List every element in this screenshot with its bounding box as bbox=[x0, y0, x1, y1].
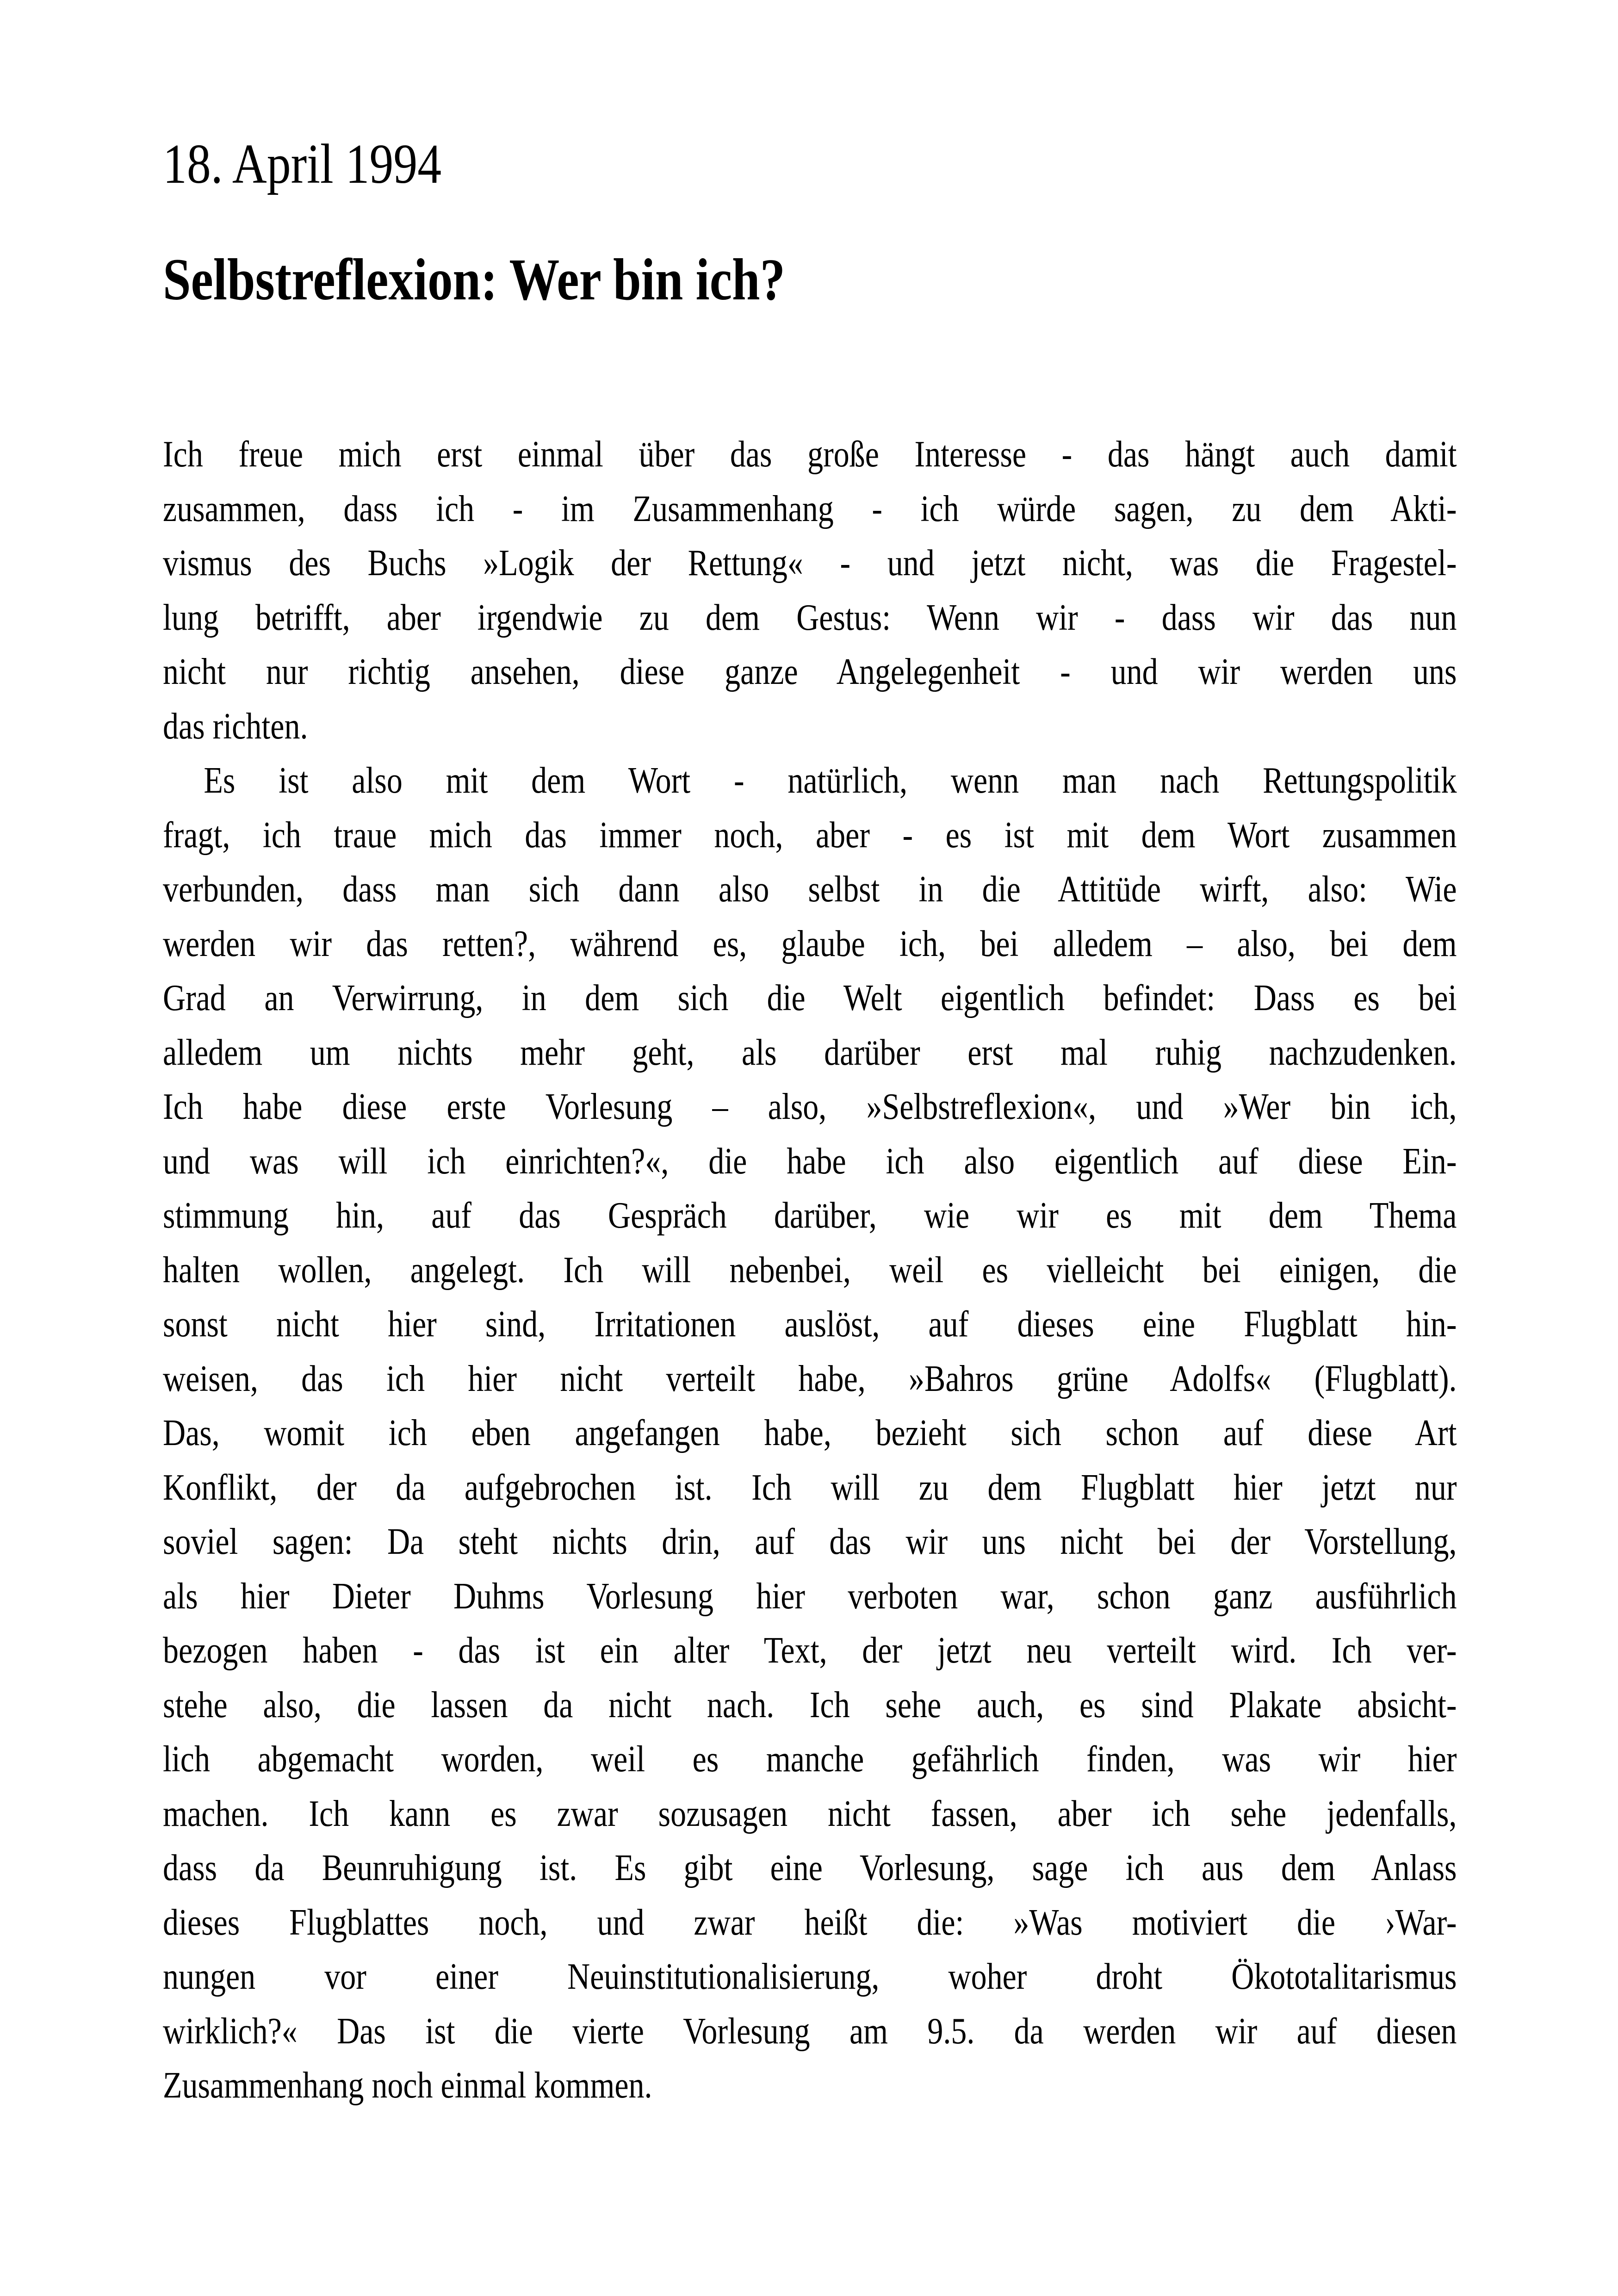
text-line: als hier Dieter Duhms Vorlesung hier verboten war, schon ganz ausführlich bbox=[163, 1576, 1457, 1617]
text-line: Es ist also mit dem Wort - natürlich, wenn man nach Rettungspolitik bbox=[204, 760, 1457, 801]
text-line: halten wollen, angelegt. Ich will nebenbei, weil es vielleicht bei einigen, die bbox=[163, 1249, 1457, 1291]
text-line: nicht nur richtig ansehen, diese ganze Angelegenheit - und wir werden uns bbox=[163, 652, 1457, 692]
text-line: soviel sagen: Da steht nichts drin, auf das wir uns nicht bei der Vorstellung, bbox=[163, 1521, 1457, 1562]
text-line: vismus des Buchs »Logik der Rettung« - und jetzt nicht, was die Fragestel- bbox=[163, 543, 1457, 583]
text-line: weisen, das ich hier nicht verteilt habe, »Bahros grüne Adolfs« (Flugblatt). bbox=[163, 1358, 1457, 1399]
page-title: Selbstreflexion: Wer bin ich? bbox=[163, 247, 785, 312]
text-line: Grad an Verwirrung, in dem sich die Welt eigentlich befindet: Dass es bei bbox=[163, 978, 1457, 1018]
text-line: bezogen haben - das ist ein alter Text, der jetzt neu verteilt wird. Ich ver- bbox=[163, 1630, 1457, 1671]
text-line: machen. Ich kann es zwar sozusagen nicht fassen, aber ich sehe jedenfalls, bbox=[163, 1793, 1457, 1834]
text-line: sonst nicht hier sind, Irritationen auslöst, auf dieses eine Flugblatt hin- bbox=[163, 1304, 1457, 1345]
text-line: zusammen, dass ich - im Zusammenhang - ich würde sagen, zu dem Akti- bbox=[163, 488, 1457, 529]
text-line: Ich freue mich erst einmal über das große Interesse - das hängt auch damit bbox=[163, 434, 1457, 475]
text-line: und was will ich einrichten?«, die habe ich also eigentlich auf diese Ein- bbox=[163, 1141, 1457, 1182]
text-line: wirklich?« Das ist die vierte Vorlesung am 9.5. da werden wir auf diesen bbox=[163, 2011, 1457, 2052]
text-line: Das, womit ich eben angefangen habe, bezieht sich schon auf diese Art bbox=[163, 1413, 1457, 1453]
text-line: Ich habe diese erste Vorlesung – also, »Selbstreflexion«, und »Wer bin ich, bbox=[163, 1086, 1457, 1127]
text-line: dieses Flugblattes noch, und zwar heißt die: »Was motiviert die ›War- bbox=[163, 1902, 1457, 1943]
paragraph bbox=[163, 754, 1457, 2113]
text-line: lich abgemacht worden, weil es manche gefährlich finden, was wir hier bbox=[163, 1739, 1457, 1780]
body-text bbox=[163, 428, 1457, 2113]
text-line: stehe also, die lassen da nicht nach. Ich sehe auch, es sind Plakate absicht- bbox=[163, 1684, 1457, 1725]
text-line: lung betrifft, aber irgendwie zu dem Gestus: Wenn wir - dass wir das nun bbox=[163, 597, 1457, 638]
text-line: alledem um nichts mehr geht, als darüber erst mal ruhig nachzudenken. bbox=[163, 1032, 1457, 1073]
text-line: Konflikt, der da aufgebrochen ist. Ich will zu dem Flugblatt hier jetzt nur bbox=[163, 1467, 1457, 1508]
text-line: Zusammenhang noch einmal kommen. bbox=[163, 2065, 652, 2106]
text-line: stimmung hin, auf das Gespräch darüber, wie wir es mit dem Thema bbox=[163, 1195, 1457, 1236]
text-line: fragt, ich traue mich das immer noch, aber - es ist mit dem Wort zusammen bbox=[163, 814, 1457, 856]
date-heading: 18. April 1994 bbox=[163, 133, 442, 195]
text-line: nungen vor einer Neuinstitutionalisierung, woher droht Ökototalitarismus bbox=[163, 1956, 1457, 1997]
text-line: dass da Beunruhigung ist. Es gibt eine Vorlesung, sage ich aus dem Anlass bbox=[163, 1848, 1457, 1888]
text-line: verbunden, dass man sich dann also selbst in die Attitüde wirft, also: Wie bbox=[163, 869, 1457, 910]
paragraph bbox=[163, 428, 1457, 754]
text-line: werden wir das retten?, während es, glaube ich, bei alledem – also, bei dem bbox=[163, 923, 1457, 964]
text-line: das richten. bbox=[163, 706, 308, 747]
